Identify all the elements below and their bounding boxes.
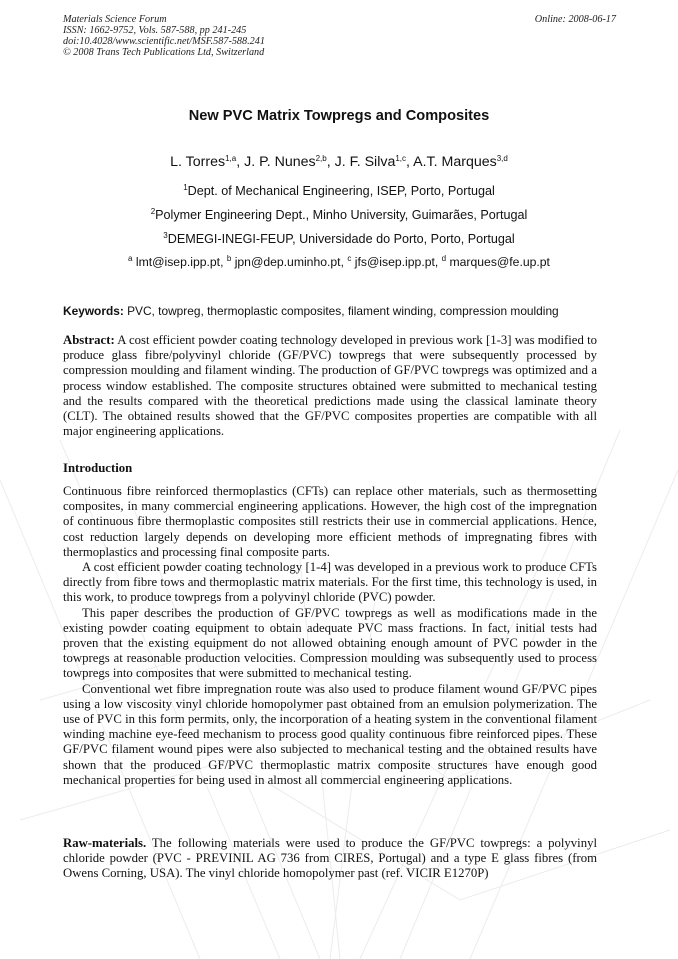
affiliation-text: Polymer Engineering Dept., Minho University, Guimarães, Portugal [155,208,528,222]
affiliation-number: 2 [150,207,156,216]
journal-name: Materials Science Forum [63,14,167,25]
paragraph: A cost efficient powder coating technology [1-4] was developed in a previous work to produce CFTs directly from fibre tows and thermoplastic matrix materials. For the first time, this technology is used, in this work, to produce towpregs from a polyvinyl chloride (PVC) powder. [63,560,597,605]
online-date: Online: 2008-06-17 [534,14,616,25]
author-name: L. Torres [170,154,226,170]
author-affil-mark: 2,b [315,154,327,163]
paper-title: New PVC Matrix Towpregs and Composites [188,108,490,124]
abstract-label: Abstract: [63,333,115,347]
affiliation-text: Dept. of Mechanical Engineering, ISEP, Porto, Portugal [187,184,495,198]
affiliation-number: 1 [183,183,188,192]
abstract-text: A cost efficient powder coating technology developed in previous work [1-3] was modified to produce glass fibre/polyvinyl chloride (GF/PVC) towpregs that were subsequently processed by compression moulding and filament winding. The production of GF/PVC towpregs was optimized and a process window established. The composite structures obtained were submitted to mechanical testing and the results compared with the theoretical predictions made using the classical laminate theory (CLT). The obtained results showed that the GF/PVC composites properties are compatible with all major engineering applications. [63,333,597,439]
abstract [63,333,597,439]
issn-line: ISSN: 1662-9752, Vols. 587-588, pp 241-245 [63,25,247,36]
author-affil-mark: 1,c [395,154,407,163]
author-name: A.T. Marques [413,154,497,170]
email-mark: d [441,254,447,263]
paragraph: Conventional wet fibre impregnation route was also used to produce filament wound GF/PVC pipes using a low viscosity vinyl chloride homopolymer past obtained from an emulsion polymerization. The use of PVC in this form permits, only, the incorporation of a heating system in the conventional filament winding machine eye-feed mechanism to process good quality continuous fibre reinforced pipes. These GF/PVC filament wound pipes were also subjected to mechanical testing and the obtained results have shown that the produced GF/PVC thermoplastic matrix composite structures have enough good mechanical properties for being used in almost all commercial engineering applications. [63,681,597,787]
copyright-line: © 2008 Trans Tech Publications Ltd, Switzerland [63,47,265,58]
raw-materials-text: The following materials were used to produce the GF/PVC towpregs: a polyvinyl chloride powder (PVC - PREVINIL AG 736 from CIRES, Portugal) and a type E glass fibres (from Owens Corning, USA). The vinyl chloride homopolymer past (ref. VICIR E1270P) [63,836,597,881]
email-address: marques@fe.up.pt [449,255,550,269]
author-affil-mark: 1,a [225,154,237,163]
affiliation-text: DEMEGI-INEGI-FEUP, Universidade do Porto, Porto, Portugal [167,232,515,246]
author-name: J. P. Nunes [244,154,316,170]
affiliation [0,232,678,246]
raw-materials-label: Raw-materials. [63,836,147,850]
keywords-text: PVC, towpreg, thermoplastic composites, filament winding, compression moulding [127,304,559,318]
journal-header [63,14,616,58]
email-list: $^a$ lmt@isep.ipp.pt, $^b$ jpn@dep.uminho.pt, $^c$ jfs@isep.ipp.pt, $^d$ marques@fe.up.pt [128,254,550,269]
keywords [63,304,623,318]
section-heading-introduction: Introduction [63,461,133,475]
introduction-body [63,484,597,788]
raw-materials-section [63,836,597,882]
paragraph: This paper describes the production of GF/PVC towpregs as well as modifications made in the existing powder coating equipment to obtain adequate PVC mass fractions. In fact, initial tests had proven that the existing equipment do not allowed obtaining enough amount of PVC powder in the towpregs at reasonable production velocities. Compression moulding was subsequently used to process towpregs into composites that were submitted to mechanical testing. [63,605,597,681]
keywords-label: Keywords: [63,304,124,318]
author-affil-mark: 3,d [496,154,508,163]
email-address: jpn@dep.uminho.pt [234,255,341,269]
affiliation [0,208,678,222]
doi-line: doi:10.4028/www.scientific.net/MSF.587-588.241 [63,36,265,47]
author-name: J. F. Silva [334,154,396,170]
email-mark: a [128,254,133,263]
email-address: lmt@isep.ipp.pt [135,255,221,269]
email-mark: b [226,254,232,263]
affiliation-number: 3 [163,231,168,240]
affiliation [0,184,678,198]
email-address: jfs@isep.ipp.pt [354,255,435,269]
author-list: L. Torres$^{1,a}$, J. P. Nunes$^{2,b}$, J. F. Silva$^{1,c}$, A.T. Marques$^{3,d}$ [170,154,508,170]
paragraph: Continuous fibre reinforced thermoplastics (CFTs) can replace other materials, such as thermosetting composites, in many commercial engineering applications. However, the high cost of the impregnation of continuous fibre thermoplastic composites still restricts their use in commercial applications. Hence, cost reduction largely depends on developing more efficient methods of impregnating fibres with thermoplastics and processing final composite parts. [63,484,597,559]
email-mark: c [347,254,352,263]
